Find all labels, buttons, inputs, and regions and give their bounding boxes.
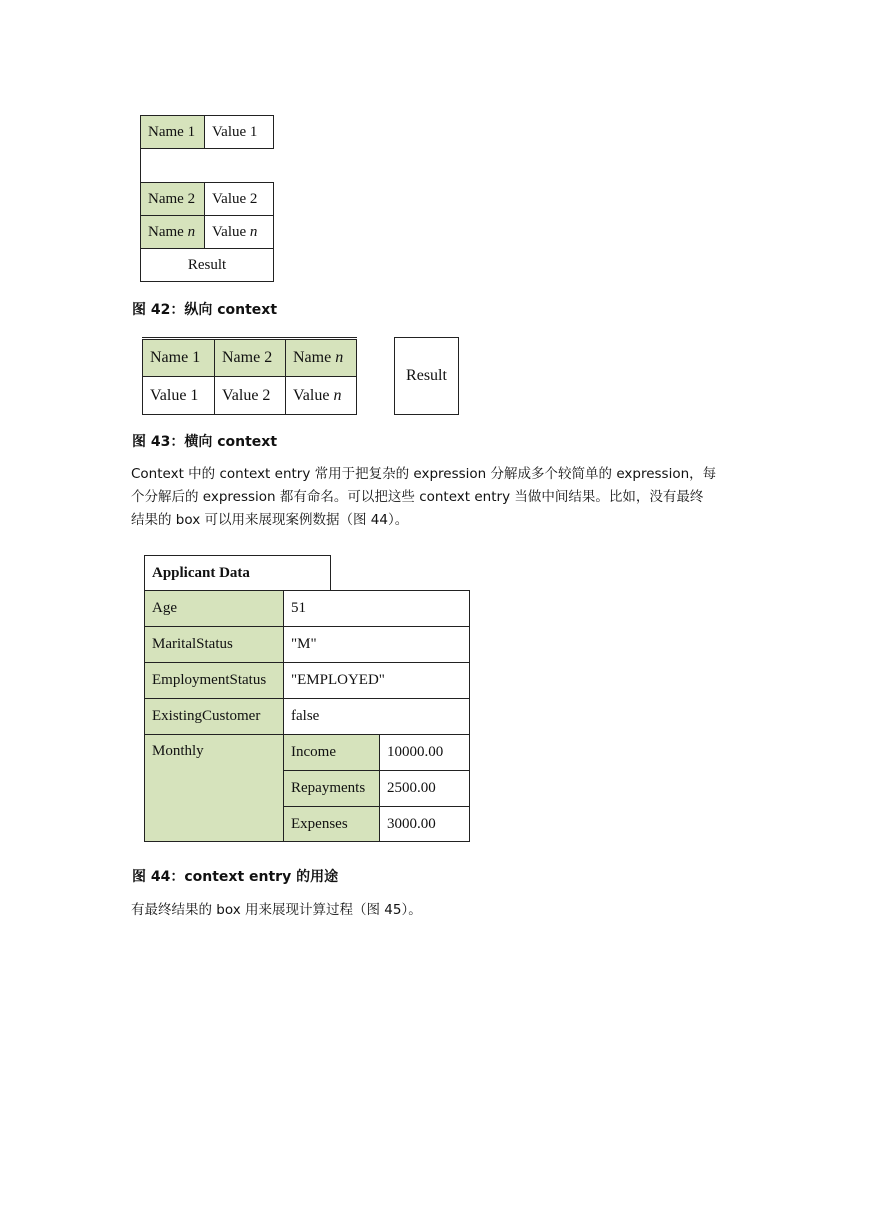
fig43-result: Result	[406, 367, 447, 384]
fig43-value-2-cell	[214, 376, 286, 415]
fig42-name-n-prefix: Name	[148, 223, 188, 240]
fig44-row-marital-name: MaritalStatus	[152, 636, 233, 652]
fig42-result: Result	[187, 256, 227, 273]
fig44-row-marital-name-cell	[144, 626, 284, 663]
fig43-value-n-italic: n	[333, 386, 342, 404]
fig43-name-1-cell	[142, 339, 215, 377]
fig44-row-employment-value: "EMPLOYED"	[291, 672, 385, 688]
fig44-monthly-repayments-name-cell	[283, 770, 380, 807]
fig44-title-cell	[144, 555, 331, 591]
paragraph-1-line-3: 结果的 box 可以用来展现案例数据（图 44）。	[131, 512, 409, 528]
fig44-monthly-expenses-name: Expenses	[291, 815, 348, 832]
fig44-row-existing-value: false	[291, 708, 320, 724]
fig44-row-age-value-cell	[283, 590, 470, 627]
paragraph-2: 有最终结果的 box 用来展现计算过程（图 45）。	[131, 902, 422, 918]
fig44-monthly-expenses-name-cell	[283, 806, 380, 842]
fig42-value-2: Value 2	[212, 190, 258, 207]
fig43-value-n-cell	[285, 376, 357, 415]
fig43-name-1: Name 1	[150, 349, 201, 366]
fig44-row-employment-value-cell	[283, 662, 470, 699]
fig43-value-1: Value 1	[150, 386, 199, 404]
fig44-monthly-repayments-value: 2500.00	[387, 780, 436, 796]
fig43-value-n-prefix: Value	[293, 386, 334, 404]
fig44-row-marital-value-cell	[283, 626, 470, 663]
fig42-value-1: Value 1	[212, 123, 258, 140]
fig42-name-n-italic: n	[187, 223, 196, 240]
fig44-monthly-expenses-value: 3000.00	[387, 815, 436, 832]
fig43-name-n-prefix: Name	[293, 349, 336, 366]
fig42-gap-line	[140, 148, 141, 182]
fig42-value-n-italic: n	[249, 223, 258, 240]
paragraph-1-line-1: Context 中的 context entry 常用于把复杂的 expression 分解成多个较简单的 expression，每	[131, 466, 717, 482]
fig43-name-n-italic: n	[335, 349, 344, 366]
fig43-name-2-cell	[214, 339, 286, 377]
fig42-result-cell	[140, 248, 274, 282]
fig43-value-2: Value 2	[222, 386, 271, 404]
fig44-title: Applicant Data	[152, 565, 250, 581]
fig44-monthly-income-value-cell	[379, 734, 470, 771]
fig44-row-employment-name: EmploymentStatus	[152, 672, 267, 688]
figure-44-caption: 图 44：context entry 的用途	[132, 869, 339, 885]
fig44-row-age-name: Age	[152, 600, 177, 616]
fig42-value-n-prefix: Value	[212, 223, 250, 240]
figure-43-caption: 图 43：横向 context	[132, 434, 278, 450]
fig43-result-cell	[394, 337, 459, 415]
fig44-monthly-repayments-value-cell	[379, 770, 470, 807]
fig44-monthly-expenses-value-cell	[379, 806, 470, 842]
fig42-name-2: Name 2	[148, 190, 196, 207]
fig44-row-marital-value: "M"	[291, 636, 317, 652]
fig44-row-employment-name-cell	[144, 662, 284, 699]
fig44-monthly-label-cell	[144, 734, 284, 842]
fig43-name-2: Name 2	[222, 349, 273, 366]
fig44-row-existing-value-cell	[283, 698, 470, 735]
figure-42-caption: 图 42：纵向 context	[132, 302, 278, 318]
fig43-top-line	[142, 337, 357, 338]
paragraph-1-line-2: 个分解后的 expression 都有命名。可以把这些 context entry 当做中间结果。比如，没有最终	[131, 489, 704, 505]
fig42-name-1-cell	[140, 115, 205, 149]
fig44-monthly-label: Monthly	[152, 743, 204, 759]
fig44-monthly-income-name: Income	[291, 744, 336, 760]
fig42-name-1: Name 1	[148, 123, 196, 140]
fig44-row-existing-name-cell	[144, 698, 284, 735]
fig43-name-n-cell	[285, 339, 357, 377]
fig44-monthly-income-name-cell	[283, 734, 380, 771]
fig42-name-n-cell	[140, 215, 205, 249]
fig42-value-n-cell	[204, 215, 274, 249]
fig44-monthly-income-value: 10000.00	[387, 744, 444, 760]
fig44-row-age-name-cell	[144, 590, 284, 627]
fig42-name-2-cell	[140, 182, 205, 216]
fig42-value-1-cell	[204, 115, 274, 149]
fig43-value-1-cell	[142, 376, 215, 415]
fig44-row-age-value: 51	[291, 600, 306, 616]
fig44-monthly-repayments-name: Repayments	[291, 780, 366, 796]
fig44-row-existing-name: ExistingCustomer	[152, 708, 261, 724]
fig42-value-2-cell	[204, 182, 274, 216]
